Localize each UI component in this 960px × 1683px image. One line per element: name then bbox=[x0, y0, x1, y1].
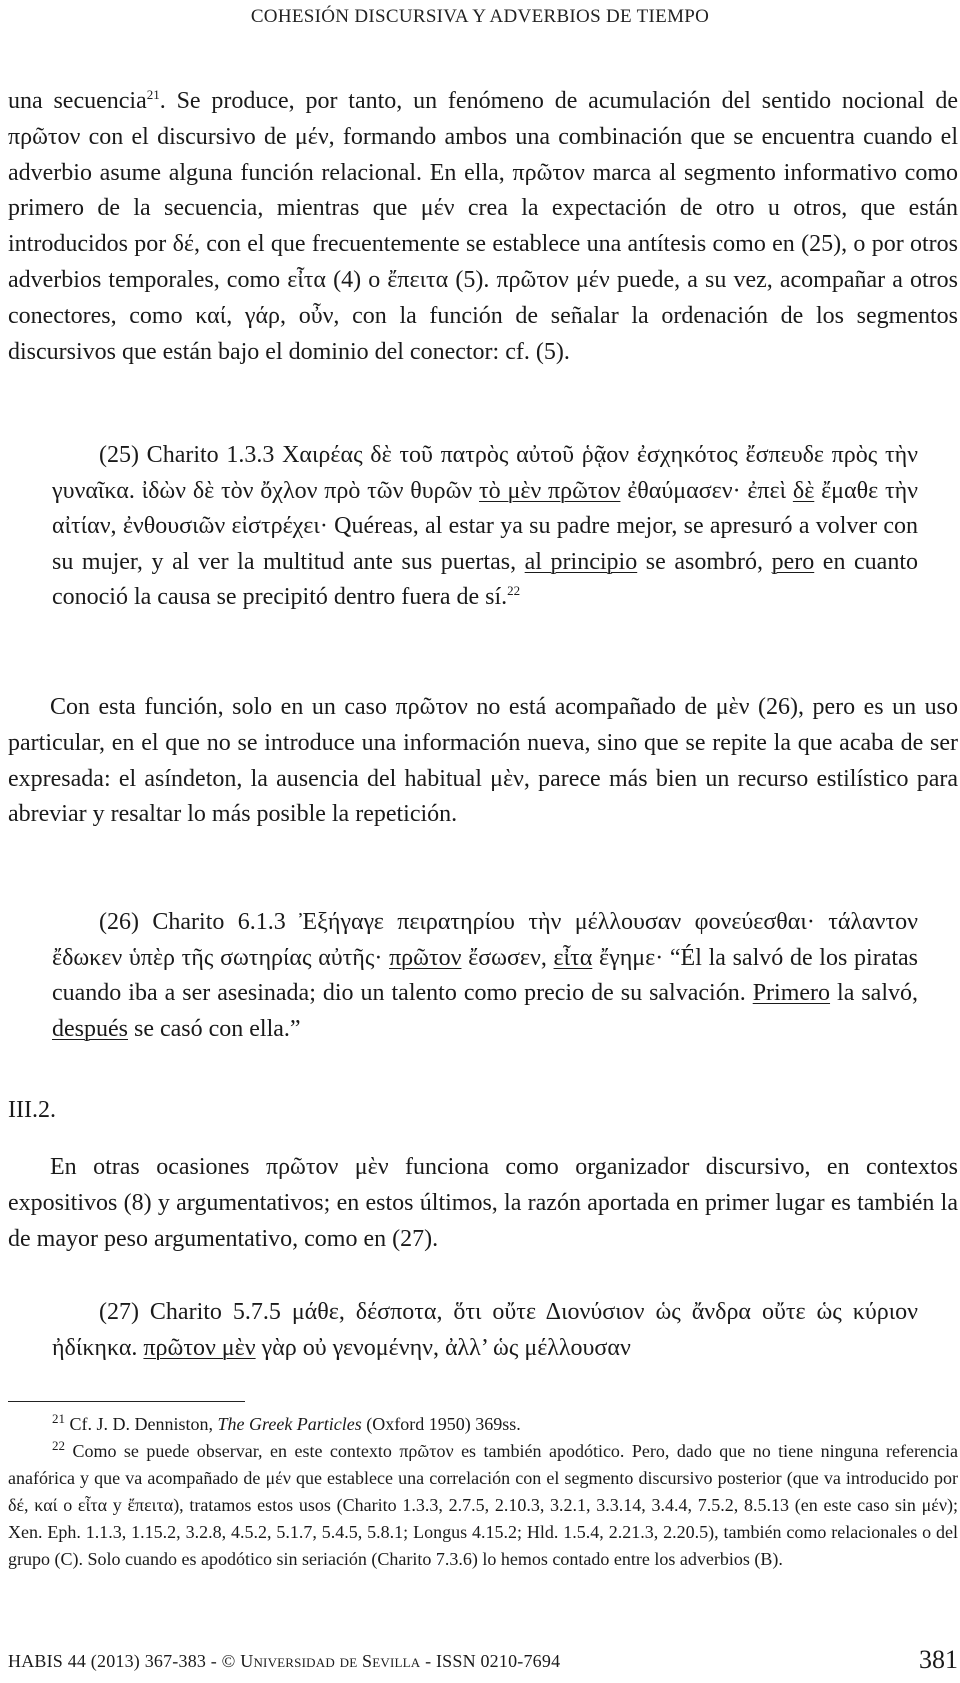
example-26-text: la salvó, bbox=[830, 980, 918, 1006]
issn: - ISSN 0210-7694 bbox=[420, 1651, 561, 1671]
example-26-translation: ἔγημε· “Él la salvó de los piratas cuando iba a ser asesinada; dio un talento como precio de su salvación. bbox=[52, 944, 918, 1006]
publisher-name: Universidad de Sevilla bbox=[240, 1651, 421, 1671]
example-26-label: (26) Charito 6.1.3 bbox=[99, 909, 286, 935]
footnote-22-marker: 22 bbox=[52, 1438, 65, 1453]
underlined-phrase: pero bbox=[771, 548, 815, 575]
journal-name: HABIS 44 (2013) 367-383 - © bbox=[8, 1651, 241, 1671]
footnote-21-book-title: The Greek Particles bbox=[217, 1414, 362, 1434]
underlined-phrase: εἶτα bbox=[553, 944, 593, 971]
footnote-ref-21[interactable]: 21 bbox=[146, 87, 160, 102]
footnote-21-number bbox=[8, 1411, 65, 1434]
footnote-21-text: (Oxford 1950) 369ss. bbox=[361, 1414, 521, 1434]
underlined-phrase: Primero bbox=[752, 980, 831, 1006]
example-27-label: (27) Charito 5.7.5 bbox=[99, 1299, 281, 1325]
underlined-phrase: después bbox=[52, 1015, 128, 1042]
footnote-21-marker: 21 bbox=[52, 1411, 65, 1426]
paragraph-1 bbox=[8, 84, 958, 370]
footnote-ref-22[interactable]: 22 bbox=[507, 583, 521, 598]
paragraph-1-start: una secuencia bbox=[8, 88, 147, 114]
example-27-greek: μάθε, δέσποτα, ὅτι οὔτε Διονύσιον ὡς ἄνδρα οὔτε ὡς κύριον ἠδίκηκα. bbox=[52, 1299, 918, 1361]
paragraph-3: En otras ocasiones πρῶτον μὲν funciona como organizador discursivo, en contextos expositivos (8) y argumentativos; en estos últimos, la razón aportada en primer lugar es también la de mayor peso argumentativo, como en (27). bbox=[8, 1154, 958, 1252]
example-27 bbox=[52, 1295, 918, 1366]
underlined-phrase: τὸ μὲν πρῶτον bbox=[479, 477, 621, 504]
page-footer bbox=[8, 1645, 958, 1674]
example-25-text: se asombró, bbox=[637, 548, 772, 575]
underlined-phrase: πρῶτον μὲν bbox=[143, 1334, 256, 1361]
page-number: 381 bbox=[919, 1645, 958, 1674]
example-26-greek: Ἐξήγαγε πειρατηρίου τὴν μέλλουσαν φονεύεσθαι· τάλαντον ἔδωκεν ὑπὲρ τῆς σωτηρίας αὐτῆς· bbox=[52, 909, 918, 971]
example-26 bbox=[52, 905, 918, 1047]
footnote-22-number bbox=[8, 1438, 65, 1461]
footnote-21-text: Cf. J. D. Denniston, bbox=[65, 1414, 218, 1434]
footnote-22 bbox=[8, 1438, 958, 1573]
footnote-rule bbox=[8, 1401, 245, 1402]
underlined-phrase: al principio bbox=[524, 548, 638, 575]
example-26-text: se casó con ella.” bbox=[127, 1015, 301, 1042]
footnote-21 bbox=[8, 1411, 958, 1438]
example-27-greek: γὰρ οὐ γενομένην, ἀλλ’ ὡς μέλλουσαν bbox=[255, 1334, 631, 1361]
example-25-label: (25) Charito 1.3.3 bbox=[99, 442, 275, 468]
example-25-translation: ἔμαθε τὴν αἰτίαν, ἐνθουσιῶν εἰστρέχει· Quéreas, al estar ya su padre mejor, se apresuró a volver con su mujer, y al ver la multitud ante sus puertas, bbox=[52, 477, 919, 575]
underlined-phrase: δὲ bbox=[792, 477, 815, 504]
example-26-text: ἔσωσεν, bbox=[461, 944, 554, 971]
example-25 bbox=[52, 438, 918, 616]
example-25-greek: Χαιρέας δὲ τοῦ πατρὸς αὐτοῦ ῥᾷον ἐσχηκότος ἔσπευδε πρὸς τὴν γυναῖκα. ἰδὼν δὲ τὸν ὄχλον πρὸ τῶν θυρῶν bbox=[52, 442, 918, 504]
paragraph-2: Con esta función, solo en un caso πρῶτον no está acompañado de μὲν (26), pero es un uso particular, en el que no se introduce una información nueva, sino que se repite la que acaba de ser expresada: el asíndeton, la ausencia del habitual μὲν, parece más bien un recurso estilístico para abreviar y resaltar lo más posible la repetición. bbox=[8, 694, 958, 828]
paragraph-1-body: . Se produce, por tanto, un fenómeno de acumulación del sentido nocional de πρῶτον con el discursivo de μέν, formando ambos una combinación que se encuentra cuando el adverbio asume alguna función relacional. En ella, πρῶτον marca al segmento informativo como primero de la secuencia, mientras que μέν crea la expectación de otro u otros, que están introducidos por δέ, con el que frecuentemente se establece una antítesis como en (25), o por otros adverbios temporales, como εἶτα (4) o ἔπειτα (5). πρῶτον μέν puede, a su vez, acompañar a otros conectores, como καί, γάρ, οὖν, con la función de señalar la ordenación de los segmentos discursivos que están bajo el dominio del conector: cf. (5). bbox=[8, 88, 959, 365]
section-number: III.2. bbox=[8, 1097, 56, 1123]
example-25-text: en cuanto conoció la causa se precipitó dentro fuera de sí. bbox=[52, 548, 918, 610]
underlined-phrase: πρῶτον bbox=[389, 944, 462, 971]
example-25-text: ἐθαύμασεν· ἐπεὶ bbox=[620, 477, 793, 504]
journal-citation bbox=[8, 1651, 560, 1671]
footnote-22-text: Como se puede observar, en este contexto πρῶτον es también apodótico. Pero, dado que no tiene ninguna referencia anafórica y que va acompañado de μέν que establece una correlación con el segmento discursivo posterior (que va introducido por δέ, καί o εἶτα y ἔπειτα), tratamos estos usos (Charito 1.3.3, 2.7.5, 2.10.3, 3.2.1, 3.3.14, 3.4.4, 7.5.2, 8.5.13 (en este caso sin μέν); Xen. Eph. 1.1.3, 1.15.2, 3.2.8, 4.5.2, 5.1.7, 5.4.5, 5.8.1; Longus 4.15.2; Hld. 1.5.4, 2.21.3, 2.20.5), también como relacionales o del grupo (C). Solo cuando es apodótico sin seriación (Charito 7.3.6) lo hemos contado entre los adverbios (B). bbox=[8, 1441, 958, 1569]
running-head: COHESIÓN DISCURSIVA Y ADVERBIOS DE TIEMPO bbox=[250, 6, 710, 27]
